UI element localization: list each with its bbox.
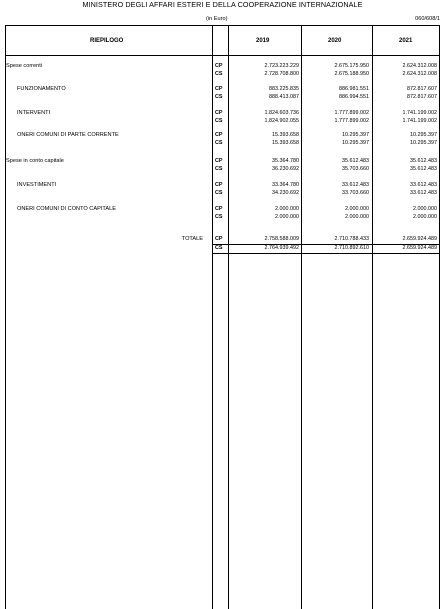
cell-cs-value: 2.000.000 [345, 214, 369, 220]
cell-cp-value: 886.981.551 [339, 86, 369, 92]
total-cs-value: 2.764.939.492 [264, 245, 299, 251]
row-kind-cs: CS [215, 190, 223, 196]
cell-cs-value: 2.728.708.800 [264, 71, 299, 77]
cell-cp-value: 35.612.483 [342, 158, 369, 164]
cell-cs-value: 33.612.483 [410, 190, 437, 196]
cell-cs-value: 2.000.000 [275, 214, 299, 220]
cell-cs-value: 10.295.397 [342, 140, 369, 146]
row-label: Spese in conto capitale [6, 158, 64, 164]
cell-cs-value: 35.612.483 [410, 166, 437, 172]
total-cp-value: 2.758.588.009 [264, 236, 299, 242]
cell-cp-value: 15.393.658 [272, 132, 299, 138]
cell-cs-value: 15.393.658 [272, 140, 299, 146]
row-kind-cs: CS [215, 166, 223, 172]
header-divider [5, 55, 440, 56]
row-kind-cs: CS [215, 140, 223, 146]
unit-label: (in Euro) [206, 16, 228, 22]
row-label: INTERVENTI [17, 110, 51, 116]
row-kind-cs: CS [215, 71, 223, 77]
cell-cp-value: 1.824.603.736 [264, 110, 299, 116]
cell-cs-value: 872.817.607 [407, 94, 437, 100]
cell-cs-value: 36.230.692 [272, 166, 299, 172]
cell-cs-value: 2.000.000 [413, 214, 437, 220]
row-kind-cs: CS [215, 118, 223, 124]
row-kind-cp: CP [215, 63, 223, 69]
cell-cs-value: 33.703.660 [342, 190, 369, 196]
cell-cp-value: 2.624.312.008 [402, 63, 437, 69]
cell-cp-value: 33.364.780 [272, 182, 299, 188]
cell-cp-value: 35.612.483 [410, 158, 437, 164]
cell-cs-value: 886.994.551 [339, 94, 369, 100]
row-kind-cs: CS [215, 214, 223, 220]
cell-cs-value: 2.675.188.950 [334, 71, 369, 77]
column-header-riepilogo: RIEPILOGO [90, 38, 124, 44]
row-kind-cs: CS [215, 94, 223, 100]
cell-cp-value: 872.817.607 [407, 86, 437, 92]
row-kind-cp: CP [215, 206, 223, 212]
cell-cp-value: 2.675.175.950 [334, 63, 369, 69]
cell-cp-value: 1.741.199.002 [402, 110, 437, 116]
cell-cp-value: 35.364.780 [272, 158, 299, 164]
column-divider [212, 25, 213, 609]
cell-cp-value: 2.723.223.229 [264, 63, 299, 69]
row-label: ONERI COMUNI DI PARTE CORRENTE [17, 132, 119, 138]
cell-cp-value: 2.000.000 [413, 206, 437, 212]
cell-cp-value: 883.225.835 [269, 86, 299, 92]
row-kind-cp: CP [215, 158, 223, 164]
column-header-2019: 2019 [256, 38, 270, 44]
row-kind-cp: CP [215, 110, 223, 116]
total-cs-value: 2.659.924.489 [402, 245, 437, 251]
cell-cp-value: 10.295.397 [410, 132, 437, 138]
row-label: ONERI COMUNI DI CONTO CAPITALE [17, 206, 116, 212]
total-cp-value: 2.659.924.489 [402, 236, 437, 242]
column-header-2021: 2021 [399, 38, 413, 44]
cell-cp-value: 10.295.397 [342, 132, 369, 138]
cell-cs-value: 1.741.199.002 [402, 118, 437, 124]
cell-cp-value: 2.000.000 [345, 206, 369, 212]
row-kind-cp: CP [215, 86, 223, 92]
column-header-2020: 2020 [328, 38, 342, 44]
total-kind-cs: CS [215, 245, 223, 251]
row-kind-cp: CP [215, 182, 223, 188]
row-label: INVESTIMENTI [17, 182, 57, 188]
total-label: TOTALE [181, 236, 203, 242]
cell-cp-value: 33.612.483 [410, 182, 437, 188]
cell-cp-value: 2.000.000 [275, 206, 299, 212]
total-underline [213, 244, 439, 245]
total-cp-value: 2.710.788.433 [334, 236, 369, 242]
total-underline [213, 253, 439, 254]
total-kind-cp: CP [215, 236, 223, 242]
cell-cs-value: 35.703.660 [342, 166, 369, 172]
row-label: FUNZIONAMENTO [17, 86, 66, 92]
document-title: MINISTERO DEGLI AFFARI ESTERI E DELLA COOPERAZIONE INTERNAZIONALE [82, 0, 363, 9]
cell-cs-value: 888.413.087 [269, 94, 299, 100]
cell-cp-value: 33.612.483 [342, 182, 369, 188]
row-kind-cp: CP [215, 132, 223, 138]
cell-cp-value: 1.777.899.002 [334, 110, 369, 116]
cell-cs-value: 2.624.312.008 [402, 71, 437, 77]
total-cs-value: 2.710.892.610 [334, 245, 369, 251]
cell-cs-value: 1.824.902.055 [264, 118, 299, 124]
cell-cs-value: 10.295.397 [410, 140, 437, 146]
row-label: Spese correnti [6, 63, 43, 69]
cell-cs-value: 1.777.899.002 [334, 118, 369, 124]
cell-cs-value: 34.230.692 [272, 190, 299, 196]
document-code: 060/608/1 [415, 16, 440, 22]
